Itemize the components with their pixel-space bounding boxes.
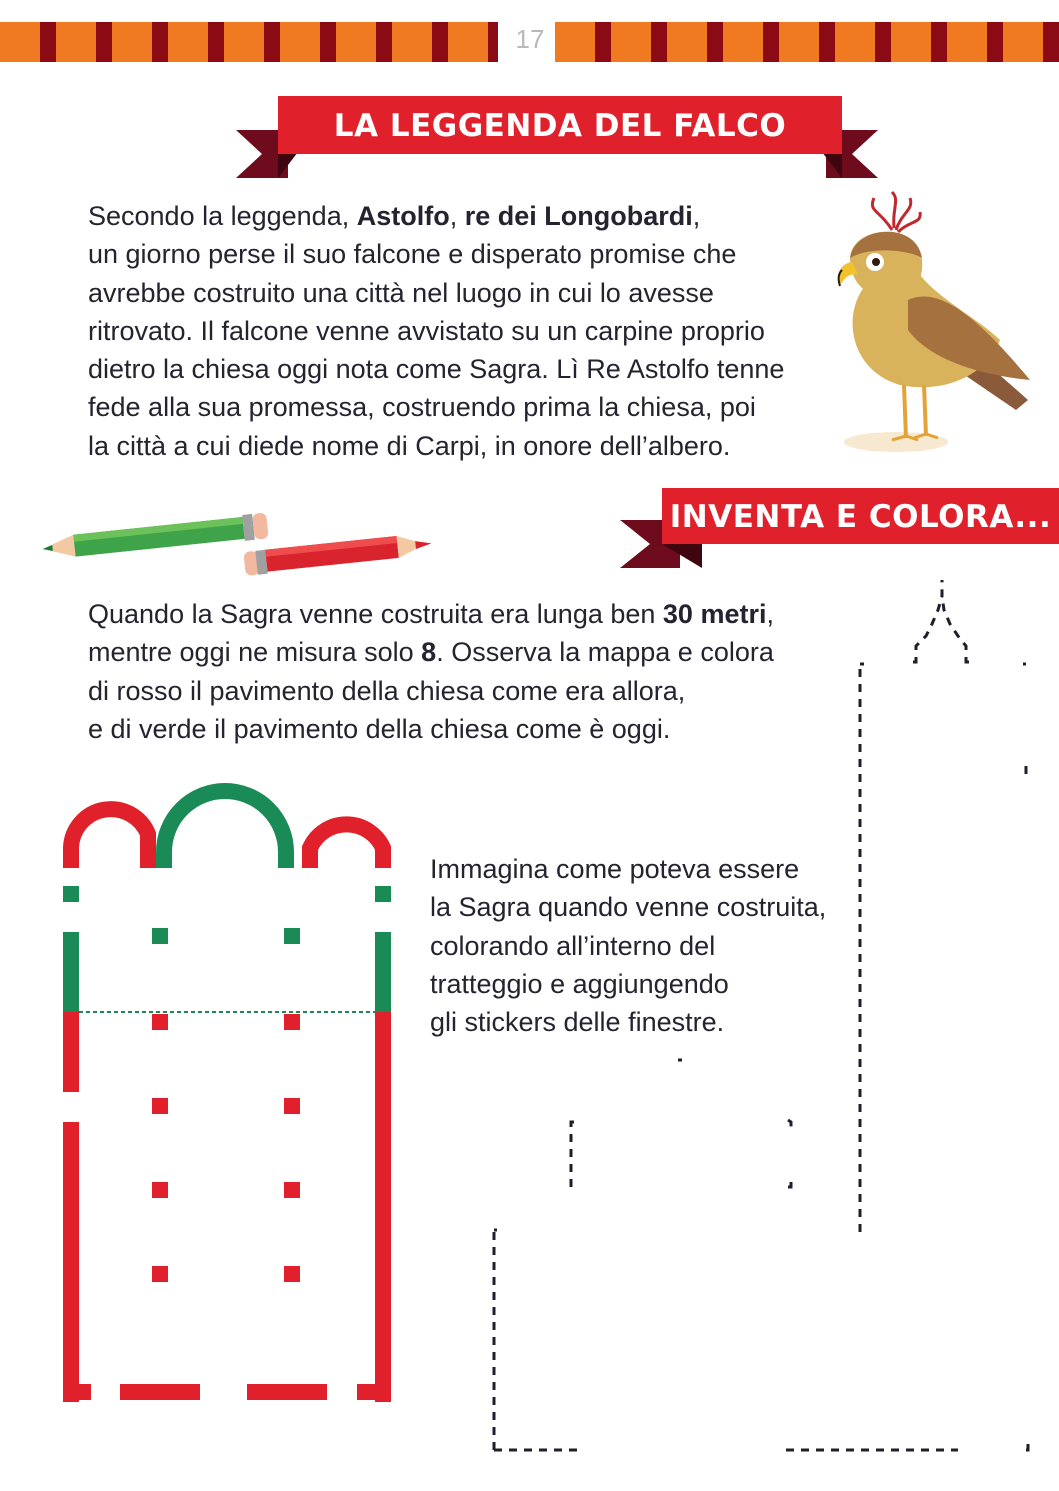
- text-run: . Osserva la mappa e colora: [436, 637, 774, 668]
- text-line: [88, 274, 848, 312]
- text-run: e di verde il pavimento della chiesa come è oggi.: [88, 713, 671, 744]
- text-run: ,: [766, 599, 774, 629]
- text-line: [88, 197, 848, 235]
- bold-run: 8: [421, 637, 437, 668]
- text-run: ritrovato. Il falcone venne avvistato su un carpine proprio: [88, 315, 765, 346]
- text-run: mentre oggi ne misura solo: [88, 637, 422, 668]
- text-run: dietro la chiesa oggi nota come Sagra. Lì Re Astolfo tenne: [88, 354, 785, 385]
- text-run: Quando la Sagra venne costruita era lunga ben: [88, 599, 663, 629]
- bold-run: Astolfo: [356, 201, 450, 231]
- text-line: Immagina come poteva essere: [430, 854, 800, 884]
- activity-title: INVENTA E COLORA...: [662, 488, 1059, 544]
- green-pencil-icon: [42, 512, 272, 562]
- legend-title: LA LEGGENDA DEL FALCO MAGICO: [278, 96, 842, 154]
- bold-run: 30 metri: [662, 599, 767, 629]
- falcon-illustration: [830, 190, 1030, 460]
- church-facade-outline: [480, 570, 1040, 1470]
- legend-paragraph: [88, 197, 848, 465]
- text-line: [88, 350, 848, 388]
- text-line: [88, 312, 848, 350]
- text-line: [88, 427, 848, 465]
- text-line: la Sagra quando venne costruita,: [430, 892, 827, 923]
- text-run: fede alla sua promessa, costruendo prima la chiesa, poi: [88, 392, 756, 423]
- red-pencil-icon: [240, 528, 440, 578]
- text-line: [88, 388, 848, 426]
- church-floor-plan: [60, 782, 400, 1402]
- text-run: ,: [692, 201, 701, 231]
- text-line: tratteggio e aggiungendo: [430, 968, 729, 999]
- text-run: Secondo la leggenda,: [88, 201, 357, 231]
- text-line: [88, 235, 848, 273]
- text-run: ,: [449, 201, 465, 231]
- text-run: avrebbe costruito una città nel luogo in cui lo avesse: [88, 277, 714, 308]
- text-line: gli stickers delle finestre.: [430, 1007, 725, 1038]
- text-run: un giorno perse il suo falcone e disperato promise che: [88, 239, 737, 270]
- bold-run: re dei Longobardi: [464, 201, 693, 231]
- text-run: di rosso il pavimento della chiesa come era allora,: [88, 675, 686, 706]
- page-number: 17: [515, 24, 545, 54]
- text-line: colorando all’interno del: [430, 930, 716, 961]
- text-run: la città a cui diede nome di Carpi, in onore dell’albero.: [88, 430, 731, 461]
